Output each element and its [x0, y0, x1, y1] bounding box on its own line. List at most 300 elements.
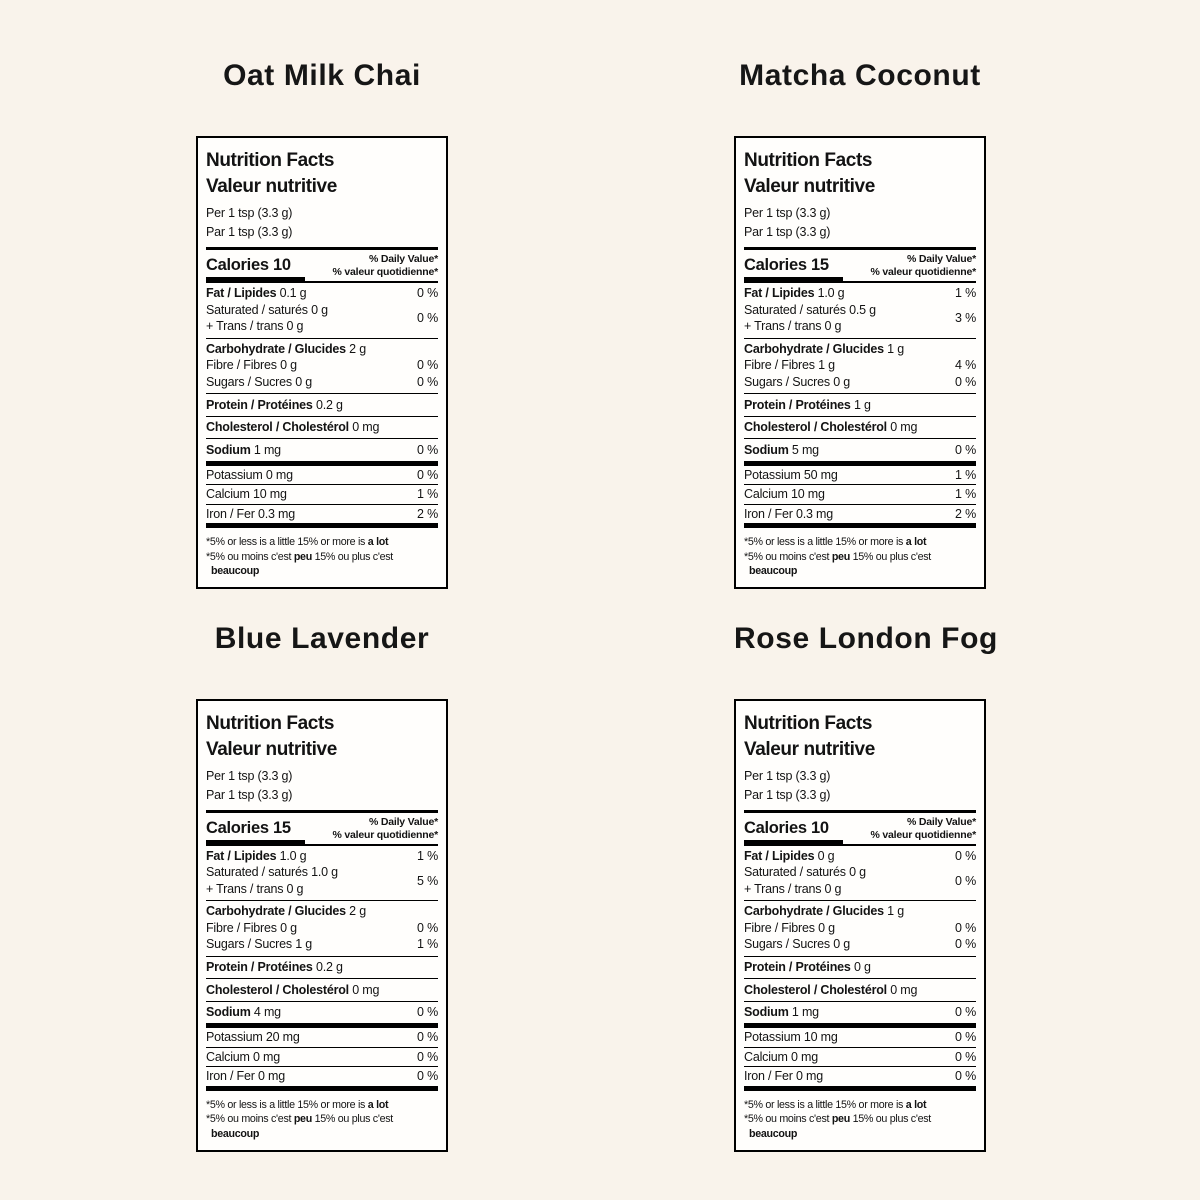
- potassium-label: Potassium: [744, 467, 801, 482]
- saturated-dv: 0 %: [417, 311, 438, 325]
- cholesterol-label: Cholesterol / Cholestérol: [206, 982, 349, 997]
- nutrition-facts-heading-fr: Valeur nutritive: [206, 176, 337, 197]
- iron-label: Iron / Fer: [744, 506, 793, 521]
- sugars-row: [206, 374, 438, 391]
- product-title: Blue Lavender: [214, 621, 430, 655]
- fibre-name-amount: [206, 357, 297, 374]
- potassium-amount: 20 mg: [265, 1030, 300, 1045]
- iron-amount: 0 mg: [258, 1069, 285, 1084]
- potassium-row: [744, 466, 976, 486]
- protein-label: Protein / Protéines: [744, 397, 851, 412]
- potassium-name-amount: [744, 1029, 838, 1046]
- carbohydrate-amount: 1 g: [887, 904, 904, 919]
- iron-row: [206, 1067, 438, 1091]
- potassium-name-amount: [744, 467, 838, 484]
- footnote-fr-bold-1: peu: [831, 550, 850, 563]
- calories-amount: 10: [273, 256, 291, 274]
- fat-dv: 1 %: [955, 286, 976, 300]
- protein-name-amount: [744, 397, 871, 414]
- footnote-en-text: *5% or less is a little 15% or more is: [206, 536, 368, 548]
- sodium-amount: 1 mg: [791, 1005, 819, 1020]
- footnote: [744, 528, 976, 579]
- saturated-line: [206, 864, 338, 881]
- calories-value: [206, 256, 305, 283]
- iron-dv: 2 %: [955, 506, 976, 521]
- sodium-row: [744, 439, 976, 466]
- nutrition-facts-label: [196, 136, 448, 589]
- sodium-name-amount: [744, 1004, 819, 1021]
- calcium-row: [206, 1048, 438, 1068]
- saturated-label: Saturated / saturés: [206, 302, 308, 317]
- product-title: Rose London Fog: [734, 621, 998, 655]
- product-title: Matcha Coconut: [739, 59, 981, 92]
- sugars-label: Sugars / Sucres: [206, 374, 292, 389]
- footnote-fr: [744, 1112, 976, 1141]
- sodium-dv: 0 %: [955, 442, 976, 457]
- sugars-row: [744, 936, 976, 953]
- footnote-en-bold: a lot: [905, 536, 927, 548]
- potassium-row: [206, 1028, 438, 1048]
- footnote-en-text: *5% or less is a little 15% or more is: [744, 536, 906, 548]
- protein-amount: 0.2 g: [315, 397, 343, 412]
- product-title: Oat Milk Chai: [223, 59, 421, 92]
- serving-size-fr: Par 1 tsp (3.3 g): [744, 225, 831, 239]
- fat-row: [744, 285, 976, 302]
- daily-value-heading-en: % Daily Value*: [907, 815, 976, 828]
- calcium-amount: 0 mg: [253, 1049, 281, 1064]
- saturated-label: Saturated / saturés: [744, 865, 846, 880]
- footnote-en: [206, 1098, 438, 1113]
- calcium-amount: 10 mg: [791, 487, 825, 501]
- potassium-amount: 50 mg: [803, 467, 838, 482]
- calcium-name-amount: [744, 1049, 818, 1066]
- cholesterol-label: Cholesterol / Cholestérol: [206, 420, 349, 434]
- saturated-trans-row: [206, 302, 438, 335]
- footnote-en: [744, 535, 976, 550]
- saturated-trans-row: [206, 864, 438, 897]
- sodium-label: Sodium: [744, 1005, 789, 1020]
- carbohydrate-group: [744, 901, 976, 957]
- sugars-name-amount: [744, 936, 850, 953]
- protein-name-amount: [206, 397, 343, 414]
- sugars-name-amount: [744, 374, 850, 391]
- saturated-trans-row: [744, 864, 976, 897]
- calcium-label: Calcium: [744, 1049, 788, 1064]
- carbohydrate-group: [206, 901, 438, 957]
- footnote-fr: [206, 1112, 438, 1141]
- potassium-amount: 10 mg: [803, 1030, 838, 1045]
- sodium-amount: 1 mg: [253, 442, 281, 457]
- protein-row: [206, 394, 438, 417]
- trans-amount: 0 g: [824, 319, 842, 333]
- footnote-fr-text-2: 15% ou plus c'est: [311, 1113, 393, 1126]
- cholesterol-amount: 0 mg: [890, 982, 918, 997]
- protein-name-amount: [744, 959, 871, 976]
- calories-amount: 15: [811, 256, 829, 274]
- saturated-trans-names: [206, 302, 328, 335]
- label-header: [206, 148, 438, 242]
- calories-row: [744, 810, 976, 846]
- serving-size-en: Per 1 tsp (3.3 g): [206, 768, 293, 783]
- calories-label: Calories: [744, 256, 807, 274]
- iron-name-amount: [206, 1068, 285, 1085]
- footnote-en-text: *5% or less is a little 15% or more is: [206, 1098, 368, 1111]
- iron-label: Iron / Fer: [206, 506, 255, 521]
- calcium-name-amount: [744, 486, 825, 503]
- nutrition-facts-heading-fr: Valeur nutritive: [206, 738, 337, 760]
- fibre-name-amount: [744, 357, 835, 374]
- iron-row: [206, 505, 438, 529]
- fat-amount: 0.1 g: [279, 286, 307, 300]
- potassium-label: Potassium: [744, 1030, 801, 1045]
- calories-value: [744, 256, 843, 283]
- potassium-label: Potassium: [206, 467, 263, 482]
- potassium-amount: 0 mg: [265, 467, 293, 482]
- product-card: [734, 621, 998, 1152]
- footnote-fr-bold-1: peu: [293, 550, 312, 563]
- daily-value-heading-en: % Daily Value*: [369, 253, 438, 265]
- iron-amount: 0 mg: [796, 1069, 823, 1084]
- sugars-label: Sugars / Sucres: [744, 374, 830, 389]
- sugars-dv: 0 %: [417, 374, 438, 389]
- protein-name-amount: [206, 959, 343, 976]
- calories-label: Calories: [744, 818, 807, 837]
- footnote-fr-text-2: 15% ou plus c'est: [311, 550, 393, 563]
- product-card: [196, 58, 448, 589]
- footnote-en: [744, 1098, 976, 1113]
- nutrition-facts-heading-en: Nutrition Facts: [744, 712, 873, 734]
- carbohydrate-group: [206, 339, 438, 395]
- protein-amount: 0 g: [853, 960, 871, 975]
- fibre-dv: 4 %: [955, 358, 976, 372]
- sodium-name-amount: [206, 1004, 281, 1021]
- footnote-fr-bold-2: beaucoup: [211, 1127, 260, 1140]
- carbohydrate-label: Carbohydrate / Glucides: [744, 904, 884, 919]
- trans-amount: 0 g: [824, 881, 842, 896]
- sodium-amount: 5 mg: [791, 442, 819, 457]
- cholesterol-row: [206, 417, 438, 440]
- cholesterol-row: [206, 979, 438, 1002]
- carbohydrate-row: [206, 903, 438, 920]
- cholesterol-amount: 0 mg: [890, 420, 918, 434]
- fat-label: Fat / Lipides: [744, 848, 815, 863]
- footnote-en: [206, 535, 438, 550]
- nutrition-facts-heading-fr: Valeur nutritive: [744, 176, 875, 197]
- daily-value-heading-en: % Daily Value*: [369, 815, 438, 828]
- cholesterol-label: Cholesterol / Cholestérol: [744, 982, 887, 997]
- calories-row: [206, 810, 438, 846]
- carbohydrate-name-amount: [206, 341, 366, 358]
- saturated-amount: 0 g: [311, 302, 328, 317]
- cholesterol-label: Cholesterol / Cholestérol: [744, 420, 887, 434]
- trans-line: [744, 881, 866, 898]
- footnote: [206, 1091, 438, 1142]
- saturated-label: Saturated / saturés: [744, 302, 846, 317]
- saturated-line: [744, 302, 876, 319]
- fibre-dv: 0 %: [417, 358, 438, 372]
- carbohydrate-amount: 2 g: [349, 341, 366, 356]
- cholesterol-amount: 0 mg: [352, 982, 380, 997]
- sugars-amount: 0 g: [833, 937, 850, 952]
- sugars-label: Sugars / Sucres: [744, 937, 830, 952]
- footnote: [206, 528, 438, 579]
- daily-value-heading-fr: % valeur quotidienne*: [332, 828, 438, 841]
- serving-size-fr: Par 1 tsp (3.3 g): [744, 787, 831, 802]
- serving-size-fr: Par 1 tsp (3.3 g): [206, 225, 293, 239]
- carbohydrate-row: [744, 903, 976, 920]
- saturated-line: [744, 864, 866, 881]
- calories-amount: 15: [273, 818, 291, 837]
- calories-value: [206, 819, 305, 846]
- protein-amount: 0.2 g: [315, 960, 343, 975]
- sugars-amount: 1 g: [295, 937, 312, 952]
- trans-label: + Trans / trans: [744, 881, 822, 896]
- carbohydrate-group: [744, 339, 976, 395]
- trans-line: [206, 318, 328, 335]
- daily-value-heading: [843, 253, 976, 283]
- calcium-row: [206, 485, 438, 505]
- sodium-label: Sodium: [744, 442, 789, 457]
- calcium-row: [744, 1048, 976, 1068]
- calcium-name-amount: [206, 486, 287, 503]
- potassium-row: [206, 466, 438, 486]
- fat-amount: 1.0 g: [817, 286, 845, 300]
- daily-value-heading: [843, 816, 976, 846]
- calories-row: [206, 247, 438, 283]
- trans-label: + Trans / trans: [206, 881, 284, 896]
- iron-name-amount: [744, 506, 833, 523]
- footnote-fr-text-1: *5% ou moins c'est: [206, 1113, 294, 1126]
- footnote-fr-bold-2: beaucoup: [211, 565, 260, 578]
- fibre-amount: 1 g: [818, 358, 835, 372]
- nutrition-facts-label: [734, 136, 986, 589]
- nutrition-facts-heading-en: Nutrition Facts: [744, 150, 873, 171]
- cholesterol-row: [744, 979, 976, 1002]
- trans-line: [206, 881, 338, 898]
- fibre-amount: 0 g: [280, 358, 297, 372]
- calcium-label: Calcium: [206, 487, 250, 501]
- saturated-trans-names: [744, 302, 876, 335]
- sugars-row: [206, 936, 438, 953]
- carbohydrate-name-amount: [744, 903, 904, 920]
- calcium-dv: 1 %: [417, 487, 438, 501]
- sugars-dv: 0 %: [955, 374, 976, 389]
- potassium-dv: 0 %: [955, 1030, 976, 1045]
- daily-value-heading-fr: % valeur quotidienne*: [332, 266, 438, 278]
- trans-amount: 0 g: [286, 319, 304, 333]
- carbohydrate-label: Carbohydrate / Glucides: [206, 904, 346, 919]
- potassium-label: Potassium: [206, 1030, 263, 1045]
- sugars-label: Sugars / Sucres: [206, 937, 292, 952]
- daily-value-heading-en: % Daily Value*: [907, 253, 976, 265]
- fibre-row: [744, 357, 976, 374]
- sugars-amount: 0 g: [295, 374, 312, 389]
- sodium-row: [744, 1002, 976, 1029]
- footnote-fr: [206, 550, 438, 579]
- potassium-dv: 0 %: [417, 1030, 438, 1045]
- sodium-dv: 0 %: [417, 442, 438, 457]
- fat-name-amount: [206, 848, 306, 865]
- sugars-dv: 1 %: [417, 937, 438, 952]
- daily-value-heading-fr: % valeur quotidienne*: [870, 828, 976, 841]
- fat-dv: 0 %: [955, 848, 976, 863]
- fat-name-amount: [206, 285, 306, 302]
- footnote-fr-text-2: 15% ou plus c'est: [849, 1113, 931, 1126]
- fat-name-amount: [744, 285, 844, 302]
- fibre-name-amount: [744, 920, 835, 937]
- footnote-en-bold: a lot: [367, 536, 389, 548]
- calcium-dv: 0 %: [417, 1049, 438, 1064]
- fat-name-amount: [744, 848, 834, 865]
- calcium-label: Calcium: [206, 1049, 250, 1064]
- fat-dv: 0 %: [417, 286, 438, 300]
- calories-label: Calories: [206, 818, 269, 837]
- fat-group: [744, 846, 976, 902]
- protein-label: Protein / Protéines: [206, 960, 313, 975]
- sugars-name-amount: [206, 936, 312, 953]
- nutrition-facts-heading-fr: Valeur nutritive: [744, 738, 875, 760]
- iron-dv: 0 %: [417, 1069, 438, 1084]
- calories-amount: 10: [811, 818, 829, 837]
- footnote-fr: [744, 550, 976, 579]
- fibre-name-amount: [206, 920, 297, 937]
- sugars-row: [744, 374, 976, 391]
- saturated-amount: 0 g: [849, 865, 866, 880]
- footnote-fr-text-1: *5% ou moins c'est: [206, 550, 294, 563]
- fat-label: Fat / Lipides: [744, 286, 815, 300]
- sodium-label: Sodium: [206, 442, 251, 457]
- serving-size-en: Per 1 tsp (3.3 g): [744, 768, 831, 783]
- saturated-trans-row: [744, 302, 976, 335]
- carbohydrate-label: Carbohydrate / Glucides: [744, 341, 884, 356]
- product-card: [734, 58, 986, 589]
- carbohydrate-row: [744, 341, 976, 358]
- footnote-fr-bold-1: peu: [293, 1113, 312, 1126]
- iron-amount: 0.3 mg: [796, 506, 834, 521]
- fat-label: Fat / Lipides: [206, 848, 277, 863]
- fibre-dv: 0 %: [955, 920, 976, 935]
- calories-row: [744, 247, 976, 283]
- fat-group: [206, 846, 438, 902]
- daily-value-heading: [305, 253, 438, 283]
- fat-dv: 1 %: [417, 848, 438, 863]
- nutrition-facts-label: [196, 699, 448, 1152]
- protein-row: [206, 957, 438, 980]
- carbohydrate-amount: 1 g: [887, 341, 904, 356]
- footnote-fr-text-1: *5% ou moins c'est: [744, 1113, 832, 1126]
- sodium-dv: 0 %: [417, 1005, 438, 1020]
- potassium-name-amount: [206, 1029, 300, 1046]
- saturated-amount: 0.5 g: [849, 302, 876, 317]
- calcium-name-amount: [206, 1049, 280, 1066]
- saturated-trans-names: [206, 864, 338, 897]
- saturated-line: [206, 302, 328, 319]
- fat-row: [206, 848, 438, 865]
- footnote-en-bold: a lot: [905, 1098, 927, 1111]
- serving-size-en: Per 1 tsp (3.3 g): [744, 206, 831, 220]
- carbohydrate-name-amount: [744, 341, 904, 358]
- label-header: [744, 148, 976, 242]
- fat-group: [206, 283, 438, 339]
- calcium-row: [744, 485, 976, 505]
- sodium-name-amount: [206, 442, 281, 459]
- footnote-fr-text-2: 15% ou plus c'est: [849, 550, 931, 563]
- iron-dv: 2 %: [417, 506, 438, 521]
- sugars-dv: 0 %: [955, 937, 976, 952]
- serving-size-en: Per 1 tsp (3.3 g): [206, 206, 293, 220]
- calcium-amount: 0 mg: [791, 1049, 819, 1064]
- potassium-row: [744, 1028, 976, 1048]
- footnote: [744, 1091, 976, 1142]
- label-header: [206, 711, 438, 805]
- iron-row: [744, 1067, 976, 1091]
- saturated-dv: 3 %: [955, 311, 976, 325]
- fibre-dv: 0 %: [417, 920, 438, 935]
- nutrition-facts-heading-en: Nutrition Facts: [206, 712, 335, 734]
- carbohydrate-row: [206, 341, 438, 358]
- carbohydrate-amount: 2 g: [349, 904, 366, 919]
- sodium-label: Sodium: [206, 1005, 251, 1020]
- iron-row: [744, 505, 976, 529]
- fibre-row: [744, 920, 976, 937]
- fat-label: Fat / Lipides: [206, 286, 277, 300]
- saturated-dv: 0 %: [955, 873, 976, 888]
- potassium-dv: 0 %: [417, 467, 438, 482]
- fibre-row: [206, 920, 438, 937]
- trans-label: + Trans / trans: [744, 319, 822, 333]
- saturated-amount: 1.0 g: [311, 865, 338, 880]
- cholesterol-name-amount: [744, 419, 917, 436]
- label-header: [744, 711, 976, 805]
- calcium-dv: 0 %: [955, 1049, 976, 1064]
- fat-amount: 1.0 g: [279, 848, 307, 863]
- protein-label: Protein / Protéines: [206, 397, 313, 412]
- fat-amount: 0 g: [817, 848, 835, 863]
- cholesterol-name-amount: [206, 982, 379, 999]
- sodium-row: [206, 1002, 438, 1029]
- fat-row: [744, 848, 976, 865]
- fibre-amount: 0 g: [280, 920, 297, 935]
- cholesterol-amount: 0 mg: [352, 420, 380, 434]
- cholesterol-row: [744, 417, 976, 440]
- protein-amount: 1 g: [853, 397, 871, 412]
- fibre-label: Fibre / Fibres: [206, 358, 277, 372]
- carbohydrate-label: Carbohydrate / Glucides: [206, 341, 346, 356]
- sodium-row: [206, 439, 438, 466]
- iron-amount: 0.3 mg: [258, 506, 296, 521]
- calcium-dv: 1 %: [955, 487, 976, 501]
- trans-line: [744, 318, 876, 335]
- nutrition-facts-heading-en: Nutrition Facts: [206, 150, 335, 171]
- sugars-name-amount: [206, 374, 312, 391]
- footnote-fr-bold-1: peu: [831, 1113, 850, 1126]
- calcium-amount: 10 mg: [253, 487, 287, 501]
- fat-group: [744, 283, 976, 339]
- iron-label: Iron / Fer: [744, 1069, 793, 1084]
- saturated-trans-names: [744, 864, 866, 897]
- sodium-dv: 0 %: [955, 1005, 976, 1020]
- carbohydrate-name-amount: [206, 903, 366, 920]
- fibre-label: Fibre / Fibres: [744, 358, 815, 372]
- cholesterol-name-amount: [206, 419, 379, 436]
- iron-name-amount: [744, 1068, 823, 1085]
- daily-value-heading-fr: % valeur quotidienne*: [870, 266, 976, 278]
- potassium-dv: 1 %: [955, 467, 976, 482]
- daily-value-heading: [305, 816, 438, 846]
- footnote-fr-text-1: *5% ou moins c'est: [744, 550, 832, 563]
- sodium-amount: 4 mg: [253, 1005, 281, 1020]
- iron-dv: 0 %: [955, 1069, 976, 1084]
